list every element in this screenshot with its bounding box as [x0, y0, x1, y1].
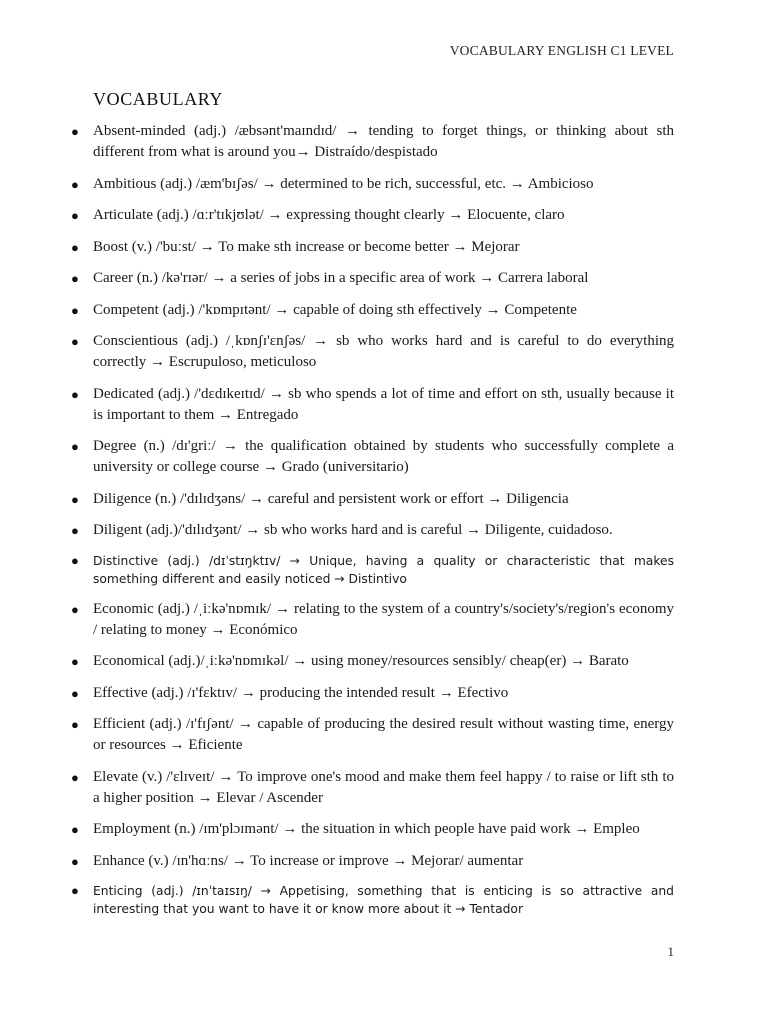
vocab-entry-text: Competent (adj.) /'kɒmpɪtənt/ → capable of doing sth effectively → Competente	[93, 301, 577, 318]
bullet-icon: ●	[71, 334, 79, 349]
vocabulary-list	[71, 121, 674, 929]
list-item	[71, 489, 674, 510]
document-title: VOCABULARY	[93, 89, 224, 109]
list-item	[71, 237, 674, 258]
bullet-icon: ●	[71, 302, 79, 318]
list-item	[71, 205, 674, 226]
bullet-icon: ●	[71, 883, 79, 898]
vocab-entry-text: Absent-minded (adj.) /æbsənt'maɪndɪd/ → tending to forget things, or thinking about sth different from what is around you→ Distraído/despistado	[93, 123, 674, 160]
vocab-entry-text: Economic (adj.) /ˌiːkə'nɒmɪk/ → relating to the system of a country's/society's/region's economy / relating to money → Económico	[93, 600, 674, 638]
vocab-entry-text: Enticing (adj.) /ɪnˈtaɪsɪŋ/ → Appetising, something that is enticing is so attractive and interesting that you want to have it or know more about it → Tentador	[93, 884, 674, 916]
vocab-entry-text: Effective (adj.) /ɪ'fɛktɪv/ → producing the intended result → Efectivo	[93, 684, 509, 701]
list-item	[71, 520, 674, 541]
vocab-entry-text: Dedicated (adj.) /'dɛdɪkeɪtɪd/ → sb who spends a lot of time and effort on sth, usually because it is important to them → Entregado	[93, 385, 674, 423]
list-item	[71, 651, 674, 672]
bullet-icon: ●	[71, 124, 79, 139]
list-item	[71, 819, 674, 840]
vocab-entry-text: Boost (v.) /'buːst/ → To make sth increase or become better → Mejorar	[93, 238, 520, 255]
list-item	[71, 384, 674, 426]
page-number: 1	[667, 944, 674, 959]
list-item	[71, 683, 674, 704]
list-item	[71, 714, 674, 756]
vocab-entry-text: Enhance (v.) /ɪn'hɑːns/ → To increase or improve → Mejorar/ aumentar	[93, 852, 524, 869]
list-item	[71, 599, 674, 641]
vocab-entry-text: Articulate (adj.) /ɑːr'tɪkjʊlət/ → expressing thought clearly → Elocuente, claro	[93, 207, 565, 223]
bullet-icon: ●	[71, 491, 79, 507]
vocab-entry-text: Diligence (n.) /'dɪlɪdʒəns/ → careful and persistent work or effort → Diligencia	[93, 490, 569, 507]
bullet-icon: ●	[71, 176, 79, 192]
bullet-icon: ●	[71, 552, 79, 568]
bullet-icon: ●	[71, 654, 79, 669]
list-item	[71, 552, 674, 588]
vocab-entry-text: Employment (n.) /ɪm'plɔɪmənt/ → the situation in which people have paid work → Empleo	[93, 821, 640, 837]
bullet-icon: ●	[71, 717, 79, 732]
list-item	[71, 268, 674, 289]
bullet-icon: ●	[71, 769, 79, 785]
vocab-entry-text: Distinctive (adj.) /dɪˈstɪŋktɪv/ → Unique, having a quality or characteristic that makes something different and easily noticed → Distintivo	[93, 553, 674, 586]
vocab-entry-text: Degree (n.) /dɪ'griː/ → the qualification obtained by students who successfully complete a university or college course → Grado (universitario)	[93, 438, 674, 475]
bullet-icon: ●	[71, 822, 79, 837]
bullet-icon: ●	[71, 439, 79, 454]
list-item	[71, 300, 674, 321]
list-item	[71, 851, 674, 872]
bullet-icon: ●	[71, 239, 79, 255]
list-item	[71, 436, 674, 478]
bullet-icon: ●	[71, 685, 79, 701]
list-item	[71, 174, 674, 195]
vocab-entry-text: Conscientious (adj.) /ˌkɒnʃɪ'ɛnʃəs/ → sb who works hard and is careful to do everything correctly → Escrupuloso, meticuloso	[93, 333, 674, 370]
list-item	[71, 331, 674, 373]
running-header: VOCABULARY ENGLISH C1 LEVEL	[449, 43, 674, 58]
vocab-entry-text: Elevate (v.) /'ɛlɪveɪt/ → To improve one's mood and make them feel happy / to raise or lift sth to a higher position → Elevar / Ascender	[93, 768, 674, 806]
bullet-icon: ●	[71, 523, 79, 538]
bullet-icon: ●	[71, 271, 79, 286]
vocab-entry-text: Economical (adj.)/ˌiːkə'nɒmɪkəl/ → using money/resources sensibly/ cheap(er) → Barato	[93, 653, 629, 669]
bullet-icon: ●	[71, 208, 79, 223]
bullet-icon: ●	[71, 601, 79, 617]
list-item	[71, 767, 674, 809]
vocab-entry-text: Career (n.) /kə'rɪər/ → a series of jobs in a specific area of work → Carrera laboral	[93, 270, 589, 286]
list-item	[71, 882, 674, 918]
list-item	[71, 121, 674, 163]
bullet-icon: ●	[71, 386, 79, 402]
vocab-entry-text: Efficient (adj.) /ɪ'fɪʃənt/ → capable of producing the desired result without wasting time, energy or resources → Eficiente	[93, 716, 674, 753]
vocab-entry-text: Ambitious (adj.) /æm'bɪʃəs/ → determined to be rich, successful, etc. → Ambicioso	[93, 175, 594, 192]
bullet-icon: ●	[71, 853, 79, 869]
vocab-entry-text: Diligent (adj.)/'dɪlɪdʒənt/ → sb who works hard and is careful → Diligente, cuidadoso.	[93, 522, 613, 538]
